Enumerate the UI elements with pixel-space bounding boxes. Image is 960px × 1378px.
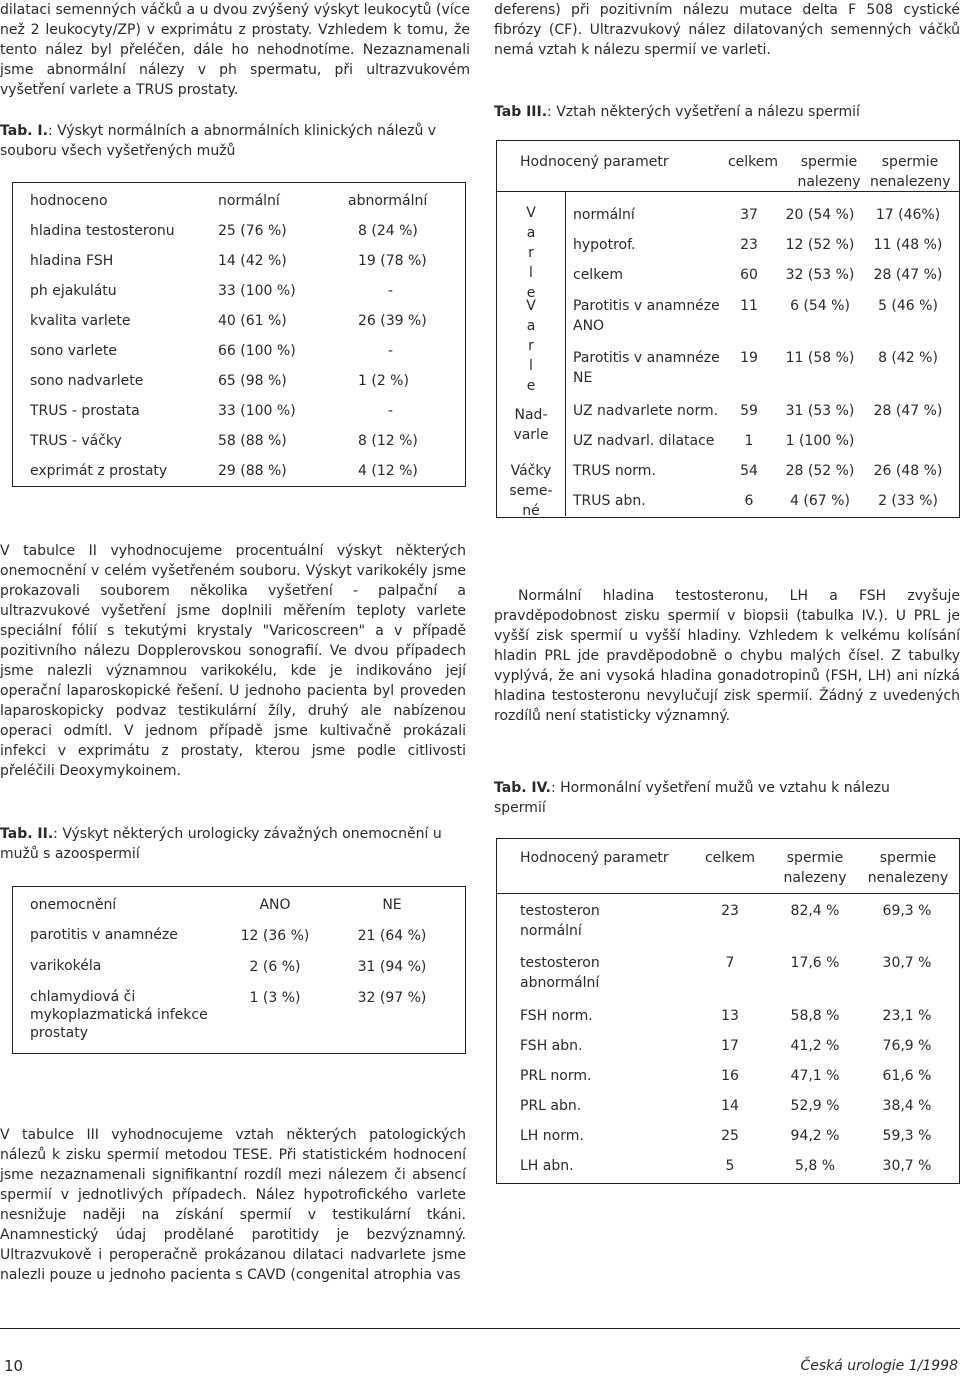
table-cell: 58,8 %: [790, 1008, 840, 1024]
table-cell: 41,2 %: [790, 1038, 840, 1054]
table-cell: 82,4 %: [790, 903, 840, 919]
table-cell: testosteron abnormální: [520, 955, 600, 991]
table-cell: 23: [721, 903, 739, 919]
right-top-paragraph: deferens) při pozitivním nálezu mutace delta F 508 cystické fibrózy (CF). Ultrazvukový nález dilatovaných semenných váčků nemá vztah k nálezu spermií ve varleti.: [494, 2, 960, 58]
table-cell: 28 (47 %): [873, 267, 943, 283]
table-cell: 1 (100 %): [785, 433, 855, 449]
table-cell: 8 (42 %): [878, 350, 938, 366]
tab3-caption: [494, 102, 960, 122]
table-cell: 52,9 %: [790, 1098, 840, 1114]
table-cell: 59,3 %: [882, 1128, 932, 1144]
table-cell: 5 (46 %): [878, 298, 938, 314]
table-row: [30, 221, 450, 251]
table-cell: 23: [740, 237, 758, 253]
table-cell: UZ nadvarl. dilatace: [573, 433, 715, 449]
table-cell: 66 (100 %): [218, 343, 296, 359]
table-cell: 8 (12 %): [358, 433, 418, 449]
table-cell: PRL norm.: [520, 1068, 592, 1084]
table-cell: 69,3 %: [882, 903, 932, 919]
table-cell: kvalita varlete: [30, 313, 131, 329]
tab3-side-label: V a r l e: [526, 205, 536, 301]
table-cell: 23,1 %: [882, 1008, 932, 1024]
tab1-table: [30, 191, 450, 491]
table-cell: 19 (78 %): [358, 253, 427, 269]
table-cell: -: [388, 283, 394, 299]
table-cell: 5,8 %: [794, 1158, 836, 1174]
tab4-caption-text: : Hormonální vyšetření mužů ve vztahu k nálezu spermií: [494, 780, 890, 816]
table-cell: 28 (47 %): [873, 403, 943, 419]
table-cell: 33 (100 %): [218, 403, 296, 419]
table-cell: Parotitis v anamnéze NE: [573, 350, 720, 386]
table-row: [30, 926, 450, 957]
table-cell: 33 (100 %): [218, 283, 296, 299]
table-cell: varikokéla: [30, 958, 102, 974]
table-cell: hladina testosteronu: [30, 223, 175, 239]
table-cell: 61,6 %: [882, 1068, 932, 1084]
table-cell: parotitis v anamnéze: [30, 927, 178, 943]
table-header-cell: abnormální: [348, 193, 428, 209]
left-top-paragraph: dilataci semenných váčků a u dvou zvýšený výskyt leukocytů (více než 2 leukocyty/ZP) v exprimátu z prostaty. Vzhledem k tomu, že tento nález byl přeléčen, dále ho nehodnotíme. Nezaznamenali jsme abnormální nálezy v ph spermatu, při ultrazvukovém vyšetření varlete a TRUS prostaty.: [0, 2, 470, 98]
table-cell: hypotrof.: [573, 237, 636, 253]
table-cell: 59: [740, 403, 758, 419]
table-header-cell: hodnoceno: [30, 193, 108, 209]
table-cell: sono nadvarlete: [30, 373, 144, 389]
table-cell: LH norm.: [520, 1128, 584, 1144]
table-cell: LH abn.: [520, 1158, 574, 1174]
table-cell: 47,1 %: [790, 1068, 840, 1084]
table-header-cell: onemocnění: [30, 897, 117, 913]
table-cell: 4 (12 %): [358, 463, 418, 479]
table-cell: celkem: [573, 267, 624, 283]
table-cell: 6: [744, 493, 754, 509]
table-cell: -: [388, 403, 394, 419]
table-cell: TRUS abn.: [573, 493, 646, 509]
tab1-label: Tab. I.: [0, 123, 48, 139]
table-row: [30, 281, 450, 311]
left-paragraph-2: V tabulce II vyhodnocujeme procentuální výskyt některých onemocnění v celém vyšetřeném souboru. Výskyt varikokély jsme prokazovali souborem několika vyšetření - palpační a ultrazvukové vyšetření jsme doplnili měřením teploty varlete speciální fólií s tekutými krystaly "Varicoscreen" a v případě pozitivního nálezu Dopplerovskou sonografií. Ve dvou případech jsme nalezli významnou varikokélu, kde je indikováno její operační laparoskopické řešení. U jednoho pacienta byl proveden laparoskopicky podvaz testikulární žíly, druhý ale nabízenou operaci odmítl. V jednom případě jsme kultivačně prokázali infekci v exprimátu z prostaty, kterou jsme podle citlivosti přeléčili Deoxymykoinem.: [0, 543, 466, 779]
table-header-cell: ANO: [259, 897, 291, 913]
table-cell: 17: [721, 1038, 739, 1054]
table-cell: 1 (3 %): [249, 990, 301, 1006]
table-cell: PRL abn.: [520, 1098, 582, 1114]
table-cell: TRUS - prostata: [30, 403, 140, 419]
table-cell: 38,4 %: [882, 1098, 932, 1114]
table-cell: 21 (64 %): [357, 928, 427, 944]
table-row: [30, 371, 450, 401]
table-cell: 2 (6 %): [249, 959, 301, 975]
table-cell: -: [388, 343, 394, 359]
table-cell: 26 (39 %): [358, 313, 427, 329]
table-row: [30, 461, 450, 491]
table-header-cell: Hodnocený parametr: [520, 850, 669, 866]
table-header-cell: Hodnocený parametr: [520, 154, 669, 170]
table-cell: testosteron normální: [520, 903, 600, 939]
table-cell: 12 (36 %): [240, 928, 310, 944]
table-cell: 11 (58 %): [785, 350, 855, 366]
table-cell: 54: [740, 463, 758, 479]
table-cell: 8 (24 %): [358, 223, 418, 239]
table-cell: 6 (54 %): [790, 298, 850, 314]
table-cell: 12 (52 %): [785, 237, 855, 253]
right-paragraph-2: Normální hladina testosteronu, LH a FSH zvyšuje pravděpodobnost zisku spermií v biopsii (tabulka IV.). U PRL je vyšší zisk spermií u vyšší hladiny. Vzhledem k velkému kolísání hladin PRL jde pravděpodobně o chybu malých čísel. Z tabulky vyplývá, že ani vysoká hladina gonadotropinů (FSH, LH) ani nízká hladina testosteronu nevylučují zisk spermií. Žádný z uvedených rozdílů není statisticky významný.: [494, 588, 960, 724]
table-header-cell: spermie nalezeny: [797, 154, 861, 190]
table-cell: 60: [740, 267, 758, 283]
tab3-label: Tab III.: [494, 104, 548, 120]
table-cell: 5: [725, 1158, 735, 1174]
tab4-label: Tab. IV.: [494, 780, 551, 796]
table-header-cell: NE: [382, 897, 402, 913]
tab3-side-divider: [565, 191, 566, 516]
table-cell: 58 (88 %): [218, 433, 287, 449]
table-cell: 16: [721, 1068, 739, 1084]
table-cell: 30,7 %: [882, 1158, 932, 1174]
left-paragraph-3: V tabulce III vyhodnocujeme vztah některých patologických nálezů k zisku spermií metodou TESE. Při statistickém hodnocení jsme nezaznamenali signifikantní rozdíl mezi nálezem či absencí spermií v jednotlivých případech. Nález hypotrofického varlete nesnižuje naději na získání spermií v testikulární tkáni. Anamnestický údaj prodělané parotitidy je bezvýznamný. Ultrazvukově i peroperačně prokázanou dilataci nadvarlete jsme nalezli pouze u jednoho pacienta s CAVD (congenital atrophia vas: [0, 1127, 466, 1283]
table-cell: ph ejakulátu: [30, 283, 117, 299]
table-cell: 26 (48 %): [873, 463, 943, 479]
table-cell: UZ nadvarlete norm.: [573, 403, 719, 419]
table-cell: 17 (46%): [875, 207, 941, 223]
table-cell: TRUS norm.: [573, 463, 656, 479]
table-cell: TRUS - váčky: [30, 433, 122, 449]
table-cell: chlamydiová či mykoplazmatická infekce prostaty: [30, 989, 208, 1041]
table-header-cell: spermie nalezeny: [783, 850, 847, 886]
table-header-row: [30, 895, 450, 926]
table-cell: hladina FSH: [30, 253, 114, 269]
table-cell: 13: [721, 1008, 739, 1024]
tab4-caption: [494, 778, 914, 818]
journal-name: Česká urologie 1/1998: [800, 1358, 958, 1374]
table-cell: Parotitis v anamnéze ANO: [573, 298, 720, 334]
table-cell: 37: [740, 207, 758, 223]
table-row: [30, 431, 450, 461]
table-cell: 14: [721, 1098, 739, 1114]
table-cell: 25 (76 %): [218, 223, 287, 239]
table-cell: 1: [744, 433, 754, 449]
table-header-cell: celkem: [704, 850, 756, 866]
tab2-caption-text: : Výskyt některých urologicky závažných onemocnění u mužů s azoospermií: [0, 826, 442, 862]
table-header-cell: normální: [218, 193, 280, 209]
table-row: [30, 311, 450, 341]
tab4-header-divider: [497, 893, 959, 894]
table-cell: 32 (97 %): [357, 990, 427, 1006]
table-cell: 17,6 %: [790, 955, 840, 971]
tab3-side-label: V a r l e: [526, 298, 536, 394]
table-cell: 4 (67 %): [790, 493, 850, 509]
table-cell: 11: [740, 298, 758, 314]
table-row: [30, 251, 450, 281]
table-cell: exprimát z prostaty: [30, 463, 168, 479]
table-cell: 2 (33 %): [878, 493, 938, 509]
tab3-side-label: Váčky seme- né: [509, 463, 553, 519]
table-cell: FSH norm.: [520, 1008, 593, 1024]
tab2-label: Tab. II.: [0, 826, 54, 842]
table-row: [30, 988, 450, 1042]
page-number: 10: [4, 1357, 24, 1375]
tab1-caption-text: : Výskyt normálních a abnormálních klinických nálezů v souboru všech vyšetřených mužů: [0, 123, 437, 159]
table-header-cell: spermie nenalezeny: [867, 850, 949, 886]
table-cell: 30,7 %: [882, 955, 932, 971]
table-row: [30, 401, 450, 431]
table-cell: 1 (2 %): [358, 373, 409, 389]
tab2-caption: [0, 824, 460, 864]
table-cell: 29 (88 %): [218, 463, 287, 479]
tab3-caption-text: : Vztah některých vyšetření a nálezu spermií: [547, 104, 860, 120]
table-cell: 19: [740, 350, 758, 366]
tab2-table: [30, 895, 450, 1042]
table-cell: 14 (42 %): [218, 253, 287, 269]
table-cell: 94,2 %: [790, 1128, 840, 1144]
table-row: [30, 341, 450, 371]
table-cell: 32 (53 %): [785, 267, 855, 283]
table-row: [30, 957, 450, 988]
table-header-cell: spermie nenalezeny: [870, 154, 951, 190]
table-cell: 28 (52 %): [785, 463, 855, 479]
table-cell: normální: [573, 207, 635, 223]
table-cell: 11 (48 %): [873, 237, 943, 253]
table-cell: 31 (94 %): [357, 959, 427, 975]
table-cell: 65 (98 %): [218, 373, 287, 389]
tab3-side-label: Nad- varle: [513, 407, 549, 443]
table-cell: 76,9 %: [882, 1038, 932, 1054]
table-cell: sono varlete: [30, 343, 117, 359]
tab1-caption: [0, 121, 460, 161]
table-cell: 31 (53 %): [785, 403, 855, 419]
table-cell: 40 (61 %): [218, 313, 287, 329]
table-cell: 25: [721, 1128, 739, 1144]
table-header-cell: celkem: [727, 154, 779, 170]
table-cell: 7: [725, 955, 735, 971]
footer-rule: [0, 1328, 960, 1329]
table-cell: FSH abn.: [520, 1038, 583, 1054]
table-cell: 20 (54 %): [785, 207, 855, 223]
table-header-row: [30, 191, 450, 221]
